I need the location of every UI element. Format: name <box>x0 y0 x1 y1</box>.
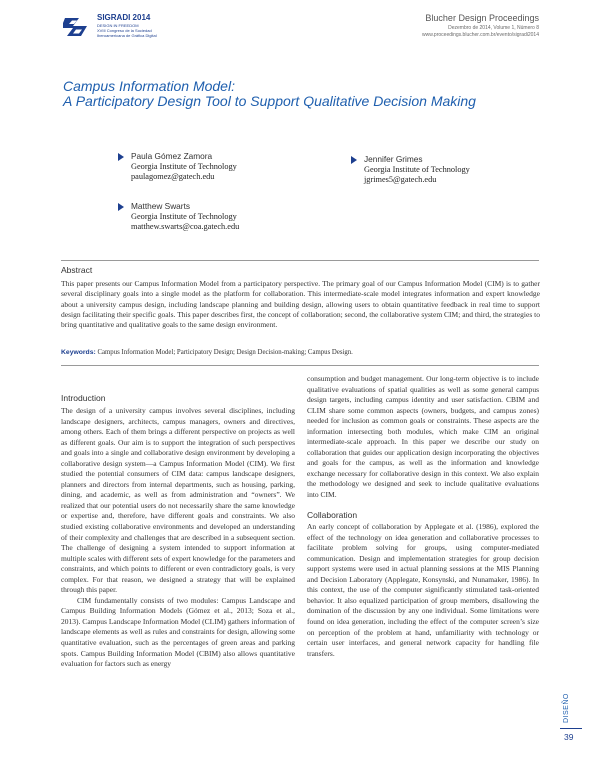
page-number-rule <box>560 728 582 729</box>
author-email: jgrimes5@gatech.edu <box>364 175 437 184</box>
paragraph: The design of a university campus involves several disciplines, including landscape designers, architects, campus managers, owners and directives, among others. Each of them brings a different perspective on projects as well as different goals. Our aim is to support the integration of such perspectives and goals into a single and collaborative design environment by developing a collaborative design system—a Campus Information Model (CIM). We first studied the potential consumers of CIM data: campus landscape designers, planners and directors from internal departments, such as housing, parking, dining, and academic, as well as from administration and “owners”. We realized that our potential users do not necessarily share the same knowledge or expertise and, therefore, have different goals and constraints. We also studied existing collaborative environments and developed an understanding of their complexity and challenges that are described in a subsequent section. The challenge of designing a system intended to support information at multiple scales with different sets of expert knowledge for the parameters and constraints, and which points to different or even contradictory goals, is very complex. For that reason, we designed a strategy that will be explained through this paper. <box>61 406 295 595</box>
author-block <box>364 154 470 186</box>
author-name: Matthew Swarts <box>131 201 191 211</box>
abstract-heading: Abstract <box>61 265 93 275</box>
author-name: Jennifer Grimes <box>364 154 423 164</box>
keywords-label: Keywords: <box>61 349 96 356</box>
proceedings-header <box>422 13 539 38</box>
sigradi-logo-icon <box>63 12 93 42</box>
author-block <box>131 151 237 183</box>
divider <box>61 260 539 261</box>
bullet-triangle-icon <box>118 203 124 211</box>
author-affiliation: Georgia Institute of Technology <box>131 211 237 221</box>
proceedings-url: www.proceedings.blucher.com.br/evento/sigradi2014 <box>421 32 539 38</box>
paragraph: CIM fundamentally consists of two modules: Campus Landscape and Campus Building Information Models (Gómez et al., 2013; Soza et al., 2013). Campus Landscape Information Model (CLIM) gathers information of landscape elements as well as rules and constraints for design, allowing some quantitative evaluation, such as the percentages of green areas and parking spots. Campus Building Information Model (CBIM) also allows quantitative evaluation for factors such as energy <box>61 595 295 669</box>
author-email: paulagomez@gatech.edu <box>131 172 215 181</box>
paper-title: Campus Information Model: A Participatory Design Tool to Support Qualitative Decision Making <box>63 78 476 109</box>
author-email: matthew.swarts@coa.gatech.edu <box>131 222 240 231</box>
abstract-text: This paper presents our Campus Information Model from a participatory perspective. The primary goal of our Campus Information Model (CIM) is to gather several disciplinary goals into a single model as the platform for collaboration. This intermediate-scale model integrates information and expert knowledge about a university campus design, including landscape planning and building design, allowing users to obtain quantitative feedback in real time to support design facilitating their specific goals. This paper describes first, the concept of collaboration; second, the collaborative system CIM; and third, the strategies to bring quantitative and qualitative goals to the same design environment. <box>61 279 540 330</box>
publication-name: Blucher Design Proceedings <box>425 13 539 23</box>
volume-info: Dezembro de 2014, Volume 1, Número 8 <box>448 25 539 31</box>
left-column <box>61 406 295 670</box>
paragraph: An early concept of collaboration by Applegate et al. (1986), explored the effect of the technology on idea generation and collaborative processes to facilitate problem solving for groups, using computer-mediated communication. Design and implementation strategies for group decision support systems were used in actual planning sessions at the MIS Planning and Decision Laboratory (Applegate, Konsynski, and Nunamaker, 1986). In this context, the use of the computer significantly stimulated task-oriented behavior. It also equalized participation of group members, disallowing the domination of the discussion by any one individual. Some limitations were found on idea generation, including the effect of the computer screen’s size on perception of the problem at hand, unfamiliarity with technology or certain user interfaces, and general network capacity for handling file transfers. <box>307 522 539 658</box>
logo-subtitle: DESIGN IN FREEDOM XVIII Congreso de la Sociedad Iberoamericana de Gráfica Digital <box>97 23 157 38</box>
bullet-triangle-icon <box>118 153 124 161</box>
logo-title: SIGRADI 2014 <box>97 13 151 22</box>
author-affiliation: Georgia Institute of Technology <box>131 161 237 171</box>
section-side-label: DISEÑO <box>563 693 570 723</box>
keywords <box>61 349 540 356</box>
author-name: Paula Gómez Zamora <box>131 151 213 161</box>
page-number: 39 <box>564 732 574 742</box>
author-affiliation: Georgia Institute of Technology <box>364 164 470 174</box>
divider <box>61 365 539 366</box>
collaboration-heading: Collaboration <box>307 509 358 520</box>
conference-logo <box>63 12 183 44</box>
paragraph: consumption and budget management. Our long-term objective is to include qualitative evaluations of spatial qualities as well as some general campus design targets, including campus identity and user satisfaction. CBIM and CLIM share some common aspects (owners, budgets, and campus zones) needed for inclusion as common goals or constraints. These aspects are the information intersecting both modules, which make CIM an original intermediate-scale approach. In this paper we describe our study on collaboration that guides our application design incorporating the objectives and goals for the campus, as well as the information and knowledge exchange necessary for collaborative design in this context. We also explain the methodology we designed and seek to include qualitative evaluations into CIM. <box>307 374 539 500</box>
right-column <box>307 374 539 659</box>
introduction-heading: Introduction <box>61 393 106 403</box>
keywords-text: Campus Information Model; Participatory Design; Design Decision-making; Campus Design. <box>97 349 353 356</box>
bullet-triangle-icon <box>351 156 357 164</box>
author-block <box>131 201 239 233</box>
